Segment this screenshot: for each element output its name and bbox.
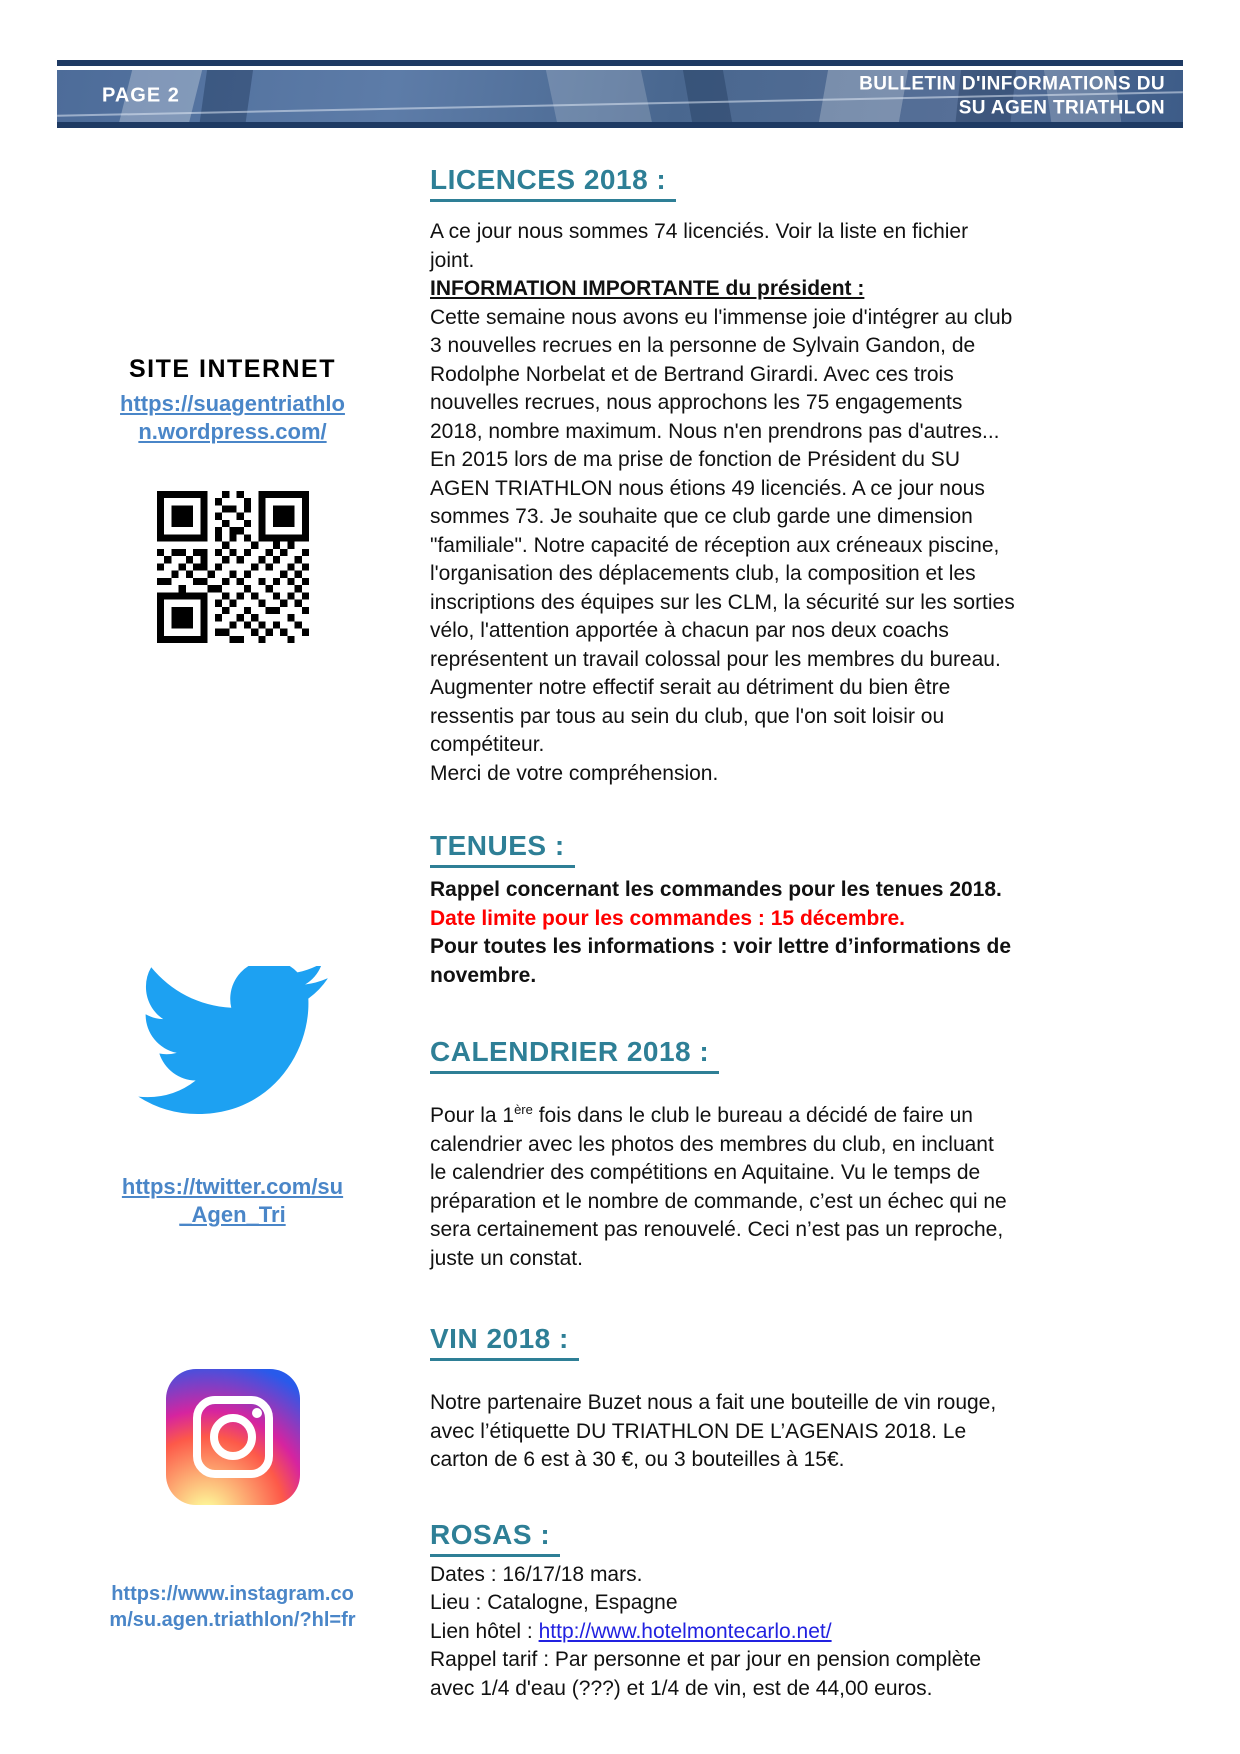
banner-shape <box>199 70 254 122</box>
bulletin-title-line1: BULLETIN D'INFORMATIONS DU <box>859 73 1165 95</box>
bulletin-title <box>859 72 1165 120</box>
calendrier-text-before: Pour la 1 <box>430 1104 515 1127</box>
page-number-label: PAGE 2 <box>102 84 180 107</box>
licences-paragraph-1: A ce jour nous sommes 74 licenciés. Voir la liste en fichier joint. <box>430 220 969 272</box>
instagram-link[interactable] <box>60 1581 405 1633</box>
twitter-link-line1: https://twitter.com/su <box>121 1173 344 1199</box>
tenues-bold-1: Rappel concernant les commandes pour les tenues 2018. <box>430 878 1002 901</box>
site-internet-title: SITE INTERNET <box>128 355 336 383</box>
instagram-camera-lens <box>210 1414 256 1460</box>
rosas-dates: Dates : 16/17/18 mars. <box>430 1562 643 1586</box>
rosas-hotel-label: Lien hôtel : <box>430 1619 539 1643</box>
heading-tenues: TENUES : <box>430 830 575 868</box>
instagram-camera-flash-dot <box>252 1408 262 1418</box>
heading-vin: VIN 2018 : <box>430 1323 579 1361</box>
licences-paragraph-5: Merci de votre compréhension. <box>430 761 719 785</box>
licences-paragraph-2: Cette semaine nous avons eu l'immense joie d'intégrer au club 3 nouvelles recrues en la personne de Sylvain Gandon, de Rodolphe Norbelat et de Bertrand Girardi. Avec ces trois nouvelles recrues, nous approchons les 75 engagements 2018, nombre maximum. Nous n'en prendrons pas d'autres... <box>430 305 1013 443</box>
licences-important-label: INFORMATION IMPORTANTE du président : <box>430 277 865 300</box>
wordpress-link-line1: https://suagentriathlo <box>120 391 345 416</box>
heading-rosas: ROSAS : <box>430 1519 560 1557</box>
main-column <box>430 130 1015 1703</box>
calendrier-superscript: ère <box>514 1102 533 1117</box>
bulletin-title-line2: SU AGEN TRIATHLON <box>958 97 1165 118</box>
rosas-hotel-line <box>430 1618 1015 1647</box>
heading-calendrier: CALENDRIER 2018 : <box>430 1036 719 1074</box>
banner-shape <box>545 70 654 122</box>
header-bottom-rule <box>57 122 1183 128</box>
tenues-deadline-red: Date limite pour les commandes : 15 décembre. <box>430 906 906 930</box>
qr-code-icon <box>60 491 405 648</box>
vin-paragraph: Notre partenaire Buzet nous a fait une bouteille de vin rouge, avec l’étiquette DU TRIATHLON DE L’AGENAIS 2018. Le carton de 6 est à 30 €, ou 3 bouteilles à 15€. <box>430 1391 997 1471</box>
rosas-lieu: Lieu : Catalogne, Espagne <box>430 1591 678 1614</box>
instagram-logo <box>166 1369 300 1505</box>
twitter-logo-icon <box>60 966 405 1121</box>
twitter-link-line2: _Agen_Tri <box>179 1201 286 1227</box>
hotel-link[interactable]: http://www.hotelmontecarlo.net/ <box>538 1619 832 1643</box>
tenues-bold-2: Pour toutes les informations : voir lettre d’informations de novembre. <box>430 935 1012 987</box>
instagram-logo-icon <box>60 1369 405 1505</box>
rosas-tarif: Rappel tarif : Par personne et par jour en pension complète avec 1/4 d'eau (???) et 1/4 de vin, est de 44,00 euros. <box>430 1648 981 1700</box>
social-sidebar <box>60 130 405 1633</box>
wordpress-link-line2: n.wordpress.com/ <box>138 418 327 444</box>
licences-paragraph-3: En 2015 lors de ma prise de fonction de Président du SU AGEN TRIATHLON nous étions 49 licenciés. A ce jour nous sommes 73. Je souhaite que ce club garde une dimension "familiale". Notre capacité de réception aux créneaux piscine, l'organisation des déplacements club, la composition et les inscriptions des équipes sur les CLM, la sécurité sur les sorties vélo, l'attention apportée à chacun par nos deux coachs représentent un travail colossal pour les membres du bureau. <box>430 448 1015 671</box>
licences-paragraph-4: Augmenter notre effectif serait au détriment du bien être ressentis par tous au sein du club, que l'on soit loisir ou compétiteur. <box>430 676 951 756</box>
calendrier-paragraph <box>430 1102 1015 1273</box>
wordpress-link[interactable] <box>60 390 405 446</box>
calendrier-text-after: fois dans le club le bureau a décidé de faire un calendrier avec les photos des membres du club, en incluant le calendrier des compétitions en Aquitaine. Vu le temps de préparation et le nombre de commande, c’est un échec qui ne sera certainement pas renouvelé. Ceci n’est pas un reproche, juste un constat. <box>430 1104 1007 1270</box>
heading-licences: LICENCES 2018 : <box>430 164 676 202</box>
banner-shape <box>682 70 734 122</box>
instagram-link-line2: m/su.agen.triathlon/?hl=fr <box>109 1608 356 1631</box>
header-banner-image <box>57 70 1183 122</box>
header-top-rule <box>57 60 1183 66</box>
twitter-link[interactable] <box>60 1173 405 1229</box>
instagram-link-line1: https://www.instagram.co <box>111 1582 354 1605</box>
